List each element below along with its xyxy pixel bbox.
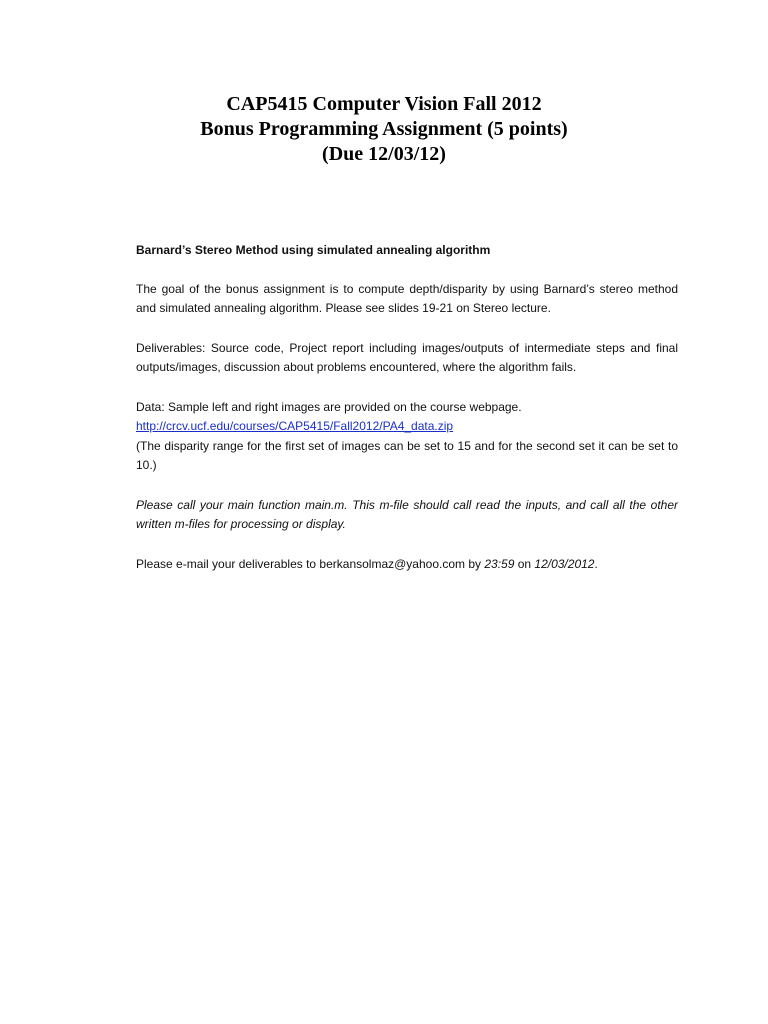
deliverables-paragraph: Deliverables: Source code, Project report including images/outputs of intermediate steps and final outputs/images, discussion about problems encountered, where the algorithm fails.	[136, 340, 678, 374]
data-paragraph	[136, 398, 678, 476]
deadline-date: 12/03/2012	[534, 556, 595, 571]
goal-paragraph: The goal of the bonus assignment is to compute depth/disparity by using Barnard’s stereo method and simulated annealing algorithm. Please see slides 19-21 on Stereo lecture.	[136, 281, 678, 315]
email-paragraph	[136, 555, 678, 575]
title-line-due-date: (Due 12/03/12)	[322, 143, 446, 165]
email-prefix-text: Please e-mail your deliverables to berkansolmaz@yahoo.com by	[136, 556, 485, 571]
disparity-note-text: (The disparity range for the first set of images can be set to 15 and for the second set it can be set to 10.)	[136, 438, 678, 472]
email-suffix-text: .	[594, 556, 598, 571]
document-body	[136, 241, 678, 594]
data-intro-text: Data: Sample left and right images are provided on the course webpage.	[136, 399, 522, 414]
email-middle-text: on	[514, 556, 535, 571]
deadline-time: 23:59	[484, 556, 515, 571]
data-download-link[interactable]: http://crcv.ucf.edu/courses/CAP5415/Fall2012/PA4_data.zip	[136, 419, 454, 433]
title-line-assignment: Bonus Programming Assignment (5 points)	[200, 118, 568, 140]
instructions-paragraph: Please call your main function main.m. This m-file should call read the inputs, and call all the other written m-files for processing or display.	[136, 497, 678, 531]
document-title	[0, 92, 768, 167]
title-line-course: CAP5415 Computer Vision Fall 2012	[226, 93, 542, 115]
section-heading: Barnard’s Stereo Method using simulated annealing algorithm	[136, 243, 491, 257]
